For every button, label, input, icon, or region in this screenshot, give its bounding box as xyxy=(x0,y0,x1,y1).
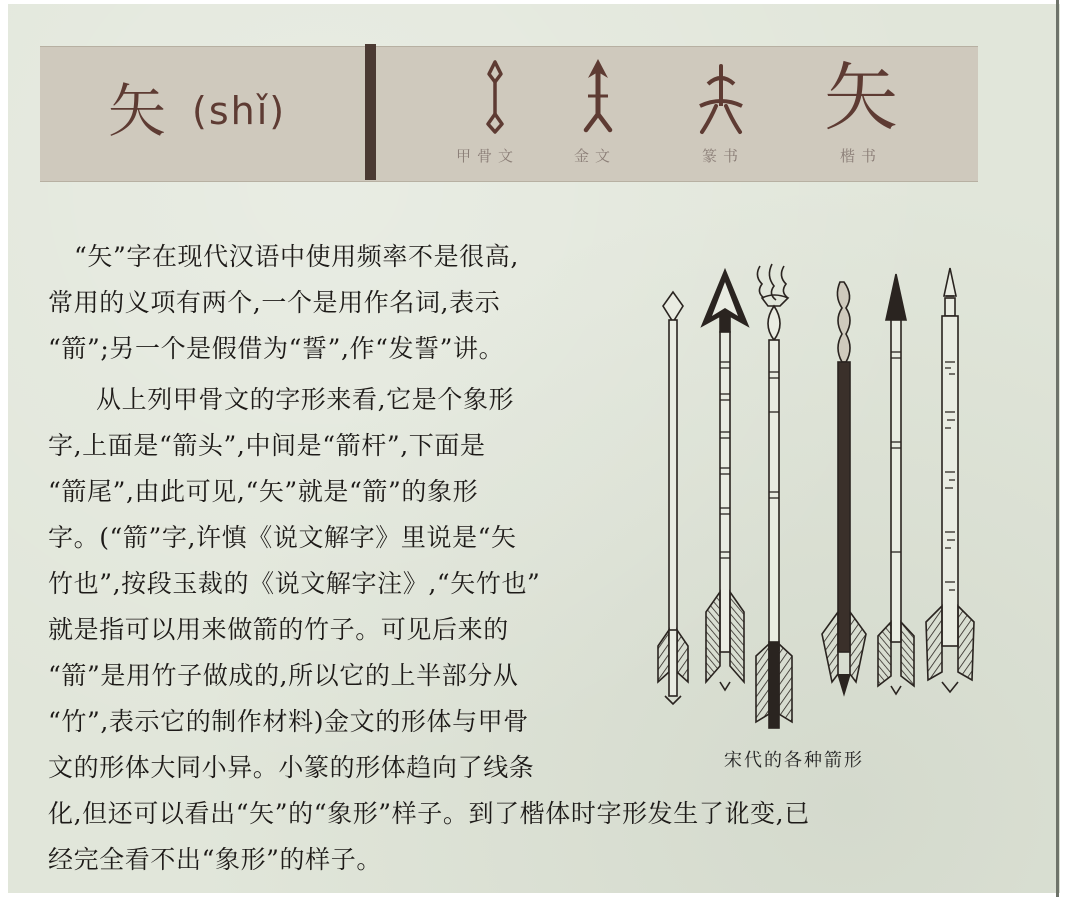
body-line: 常用的义项有两个,一个是用作名词,表示 xyxy=(48,288,501,317)
header-divider xyxy=(365,44,376,180)
figure-caption: 宋代的各种箭形 xyxy=(724,750,864,771)
body-line: “箭尾”,由此可见,“矢”就是“箭”的象形 xyxy=(48,477,479,506)
title-pinyin: (shǐ) xyxy=(192,89,287,133)
arrow-wavy-blade xyxy=(822,282,866,694)
script-label-regular: 楷书 xyxy=(840,147,883,165)
arrow-marked-shaft xyxy=(926,268,974,692)
script-label-seal: 篆书 xyxy=(702,147,745,165)
title-character: 矢 xyxy=(108,77,167,145)
body-line: “竹”,表示它的制作材料)金文的形体与甲骨 xyxy=(48,707,529,736)
bronze-glyph xyxy=(578,56,618,136)
arrow-broadhead xyxy=(702,270,748,690)
body-line: “箭”;另一个是假借为“誓”,作“发誓”讲。 xyxy=(48,334,505,363)
script-label-bronze: 金文 xyxy=(574,147,617,165)
arrow-diamond-head xyxy=(658,292,688,704)
arrow-triangle-head xyxy=(878,274,914,694)
script-label-oracle: 甲骨文 xyxy=(456,147,520,165)
body-line: 字。(“箭”字,许慎《说文解字》里说是“矢 xyxy=(48,523,517,552)
body-line: “矢”字在现代汉语中使用频率不是很高, xyxy=(74,242,519,271)
body-line: “箭”是用竹子做成的,所以它的上半部分从 xyxy=(48,661,519,690)
oracle-bone-glyph xyxy=(480,58,510,136)
body-line: 化,但还可以看出“矢”的“象形”样子。到了楷体时字形发生了讹变,已 xyxy=(48,799,810,828)
regular-script-glyph: 矢 xyxy=(824,55,898,141)
page-edge-rule xyxy=(1056,0,1059,897)
body-line: 字,上面是“箭头”,中间是“箭杆”,下面是 xyxy=(48,431,486,460)
body-line: 就是指可以用来做箭的竹子。可见后来的 xyxy=(48,615,509,644)
arrow-illustration xyxy=(650,262,980,732)
body-line: 从上列甲骨文的字形来看,它是个象形 xyxy=(96,385,515,414)
body-line: 经完全看不出“象形”的样子。 xyxy=(48,845,382,874)
arrow-flame-head xyxy=(756,264,792,728)
body-line: 竹也”,按段玉裁的《说文解字注》,“矢竹也” xyxy=(48,569,541,598)
seal-script-glyph xyxy=(694,62,748,136)
body-line: 文的形体大同小异。小篆的形体趋向了线条 xyxy=(48,753,535,782)
